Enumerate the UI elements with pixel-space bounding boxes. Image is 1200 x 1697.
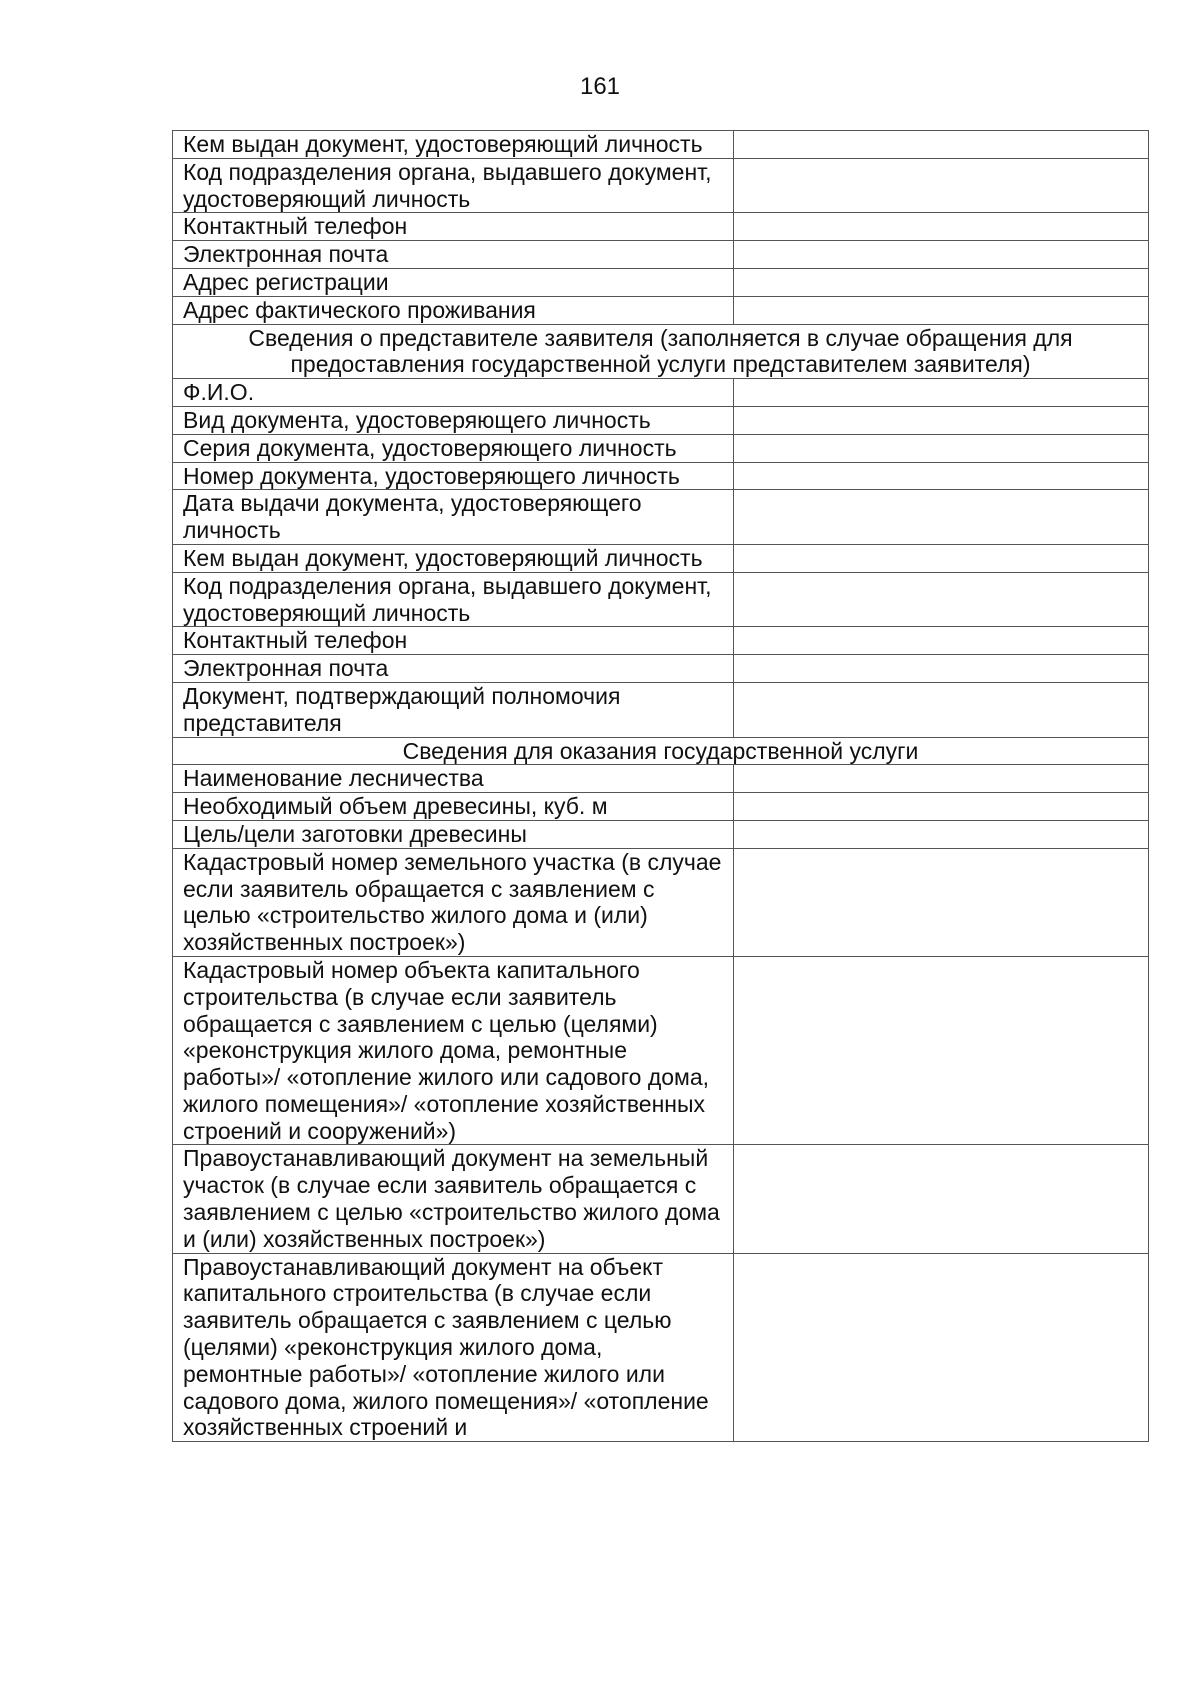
form-row [173,241,1149,269]
field-label: Цель/цели заготовки древесины [173,820,734,848]
field-label: Документ, подтверждающий полномочия представителя [173,682,734,737]
field-label: Вид документа, удостоверяющего личность [173,406,734,434]
field-value-cell[interactable] [734,379,1149,407]
form-row [173,406,1149,434]
field-value-cell[interactable] [734,462,1149,490]
form-row [173,572,1149,627]
form-row [173,793,1149,821]
field-label: Контактный телефон [173,627,734,655]
field-label: Адрес регистрации [173,268,734,296]
application-form-table [172,130,1149,1442]
field-value-cell[interactable] [734,296,1149,324]
field-label: Адрес фактического проживания [173,296,734,324]
field-label: Контактный телефон [173,213,734,241]
field-value-cell[interactable] [734,682,1149,737]
field-value-cell[interactable] [734,572,1149,627]
field-value-cell[interactable] [734,131,1149,159]
form-row [173,490,1149,545]
field-value-cell[interactable] [734,241,1149,269]
field-label: Кем выдан документ, удостоверяющий личность [173,131,734,159]
form-row [173,131,1149,159]
field-value-cell[interactable] [734,434,1149,462]
form-row [173,765,1149,793]
field-value-cell[interactable] [734,406,1149,434]
field-label: Правоустанавливающий документ на объект капитального строительства (в случае если заявитель обращается с заявлением с целью (целями) «реконструкция жилого дома, ремонтные работы»/ «отопление жилого или садового дома, жилого помещения»/ «отопление хозяйственных строений и [173,1253,734,1442]
field-value-cell[interactable] [734,1253,1149,1442]
form-row [173,462,1149,490]
form-row [173,1253,1149,1442]
field-label: Номер документа, удостоверяющего личность [173,462,734,490]
form-row [173,158,1149,213]
field-value-cell[interactable] [734,158,1149,213]
form-row [173,434,1149,462]
field-value-cell[interactable] [734,956,1149,1145]
form-table-body [173,131,1149,1442]
field-value-cell[interactable] [734,544,1149,572]
field-label: Необходимый объем древесины, куб. м [173,793,734,821]
form-row [173,544,1149,572]
field-value-cell[interactable] [734,765,1149,793]
form-row [173,379,1149,407]
form-row [173,268,1149,296]
form-row [173,627,1149,655]
field-value-cell[interactable] [734,655,1149,683]
form-row [173,213,1149,241]
field-label: Наименование лесничества [173,765,734,793]
form-row [173,848,1149,956]
field-value-cell[interactable] [734,213,1149,241]
field-value-cell[interactable] [734,820,1149,848]
field-value-cell[interactable] [734,793,1149,821]
section-title: Сведения о представителе заявителя (заполняется в случае обращения для предоставления государственной услуги представителем заявителя) [173,324,1149,379]
form-row [173,655,1149,683]
field-label: Правоустанавливающий документ на земельный участок (в случае если заявитель обращается с заявлением с целью «строительство жилого дома и (или) хозяйственных построек») [173,1145,734,1253]
field-label: Электронная почта [173,655,734,683]
form-row [173,956,1149,1145]
field-value-cell[interactable] [734,848,1149,956]
field-value-cell[interactable] [734,268,1149,296]
form-row [173,1145,1149,1253]
field-label: Кем выдан документ, удостоверяющий личность [173,544,734,572]
section-title: Сведения для оказания государственной услуги [173,737,1149,765]
section-header-row [173,737,1149,765]
field-label: Кадастровый номер земельного участка (в случае если заявитель обращается с заявлением с целью «строительство жилого дома и (или) хозяйственных построек») [173,848,734,956]
field-label: Код подразделения органа, выдавшего документ, удостоверяющий личность [173,158,734,213]
field-label: Дата выдачи документа, удостоверяющего личность [173,490,734,545]
field-label: Кадастровый номер объекта капитального строительства (в случае если заявитель обращается с заявлением с целью (целями) «реконструкция жилого дома, ремонтные работы»/ «отопление жилого или садового дома, жилого помещения»/ «отопление хозяйственных строений и сооружений») [173,956,734,1145]
field-value-cell[interactable] [734,490,1149,545]
page-number: 161 [579,73,621,100]
field-value-cell[interactable] [734,1145,1149,1253]
field-label: Электронная почта [173,241,734,269]
form-row [173,682,1149,737]
form-row [173,820,1149,848]
field-label: Серия документа, удостоверяющего личность [173,434,734,462]
field-label: Код подразделения органа, выдавшего документ, удостоверяющий личность [173,572,734,627]
field-label: Ф.И.О. [173,379,734,407]
field-value-cell[interactable] [734,627,1149,655]
form-row [173,296,1149,324]
section-header-row [173,324,1149,379]
